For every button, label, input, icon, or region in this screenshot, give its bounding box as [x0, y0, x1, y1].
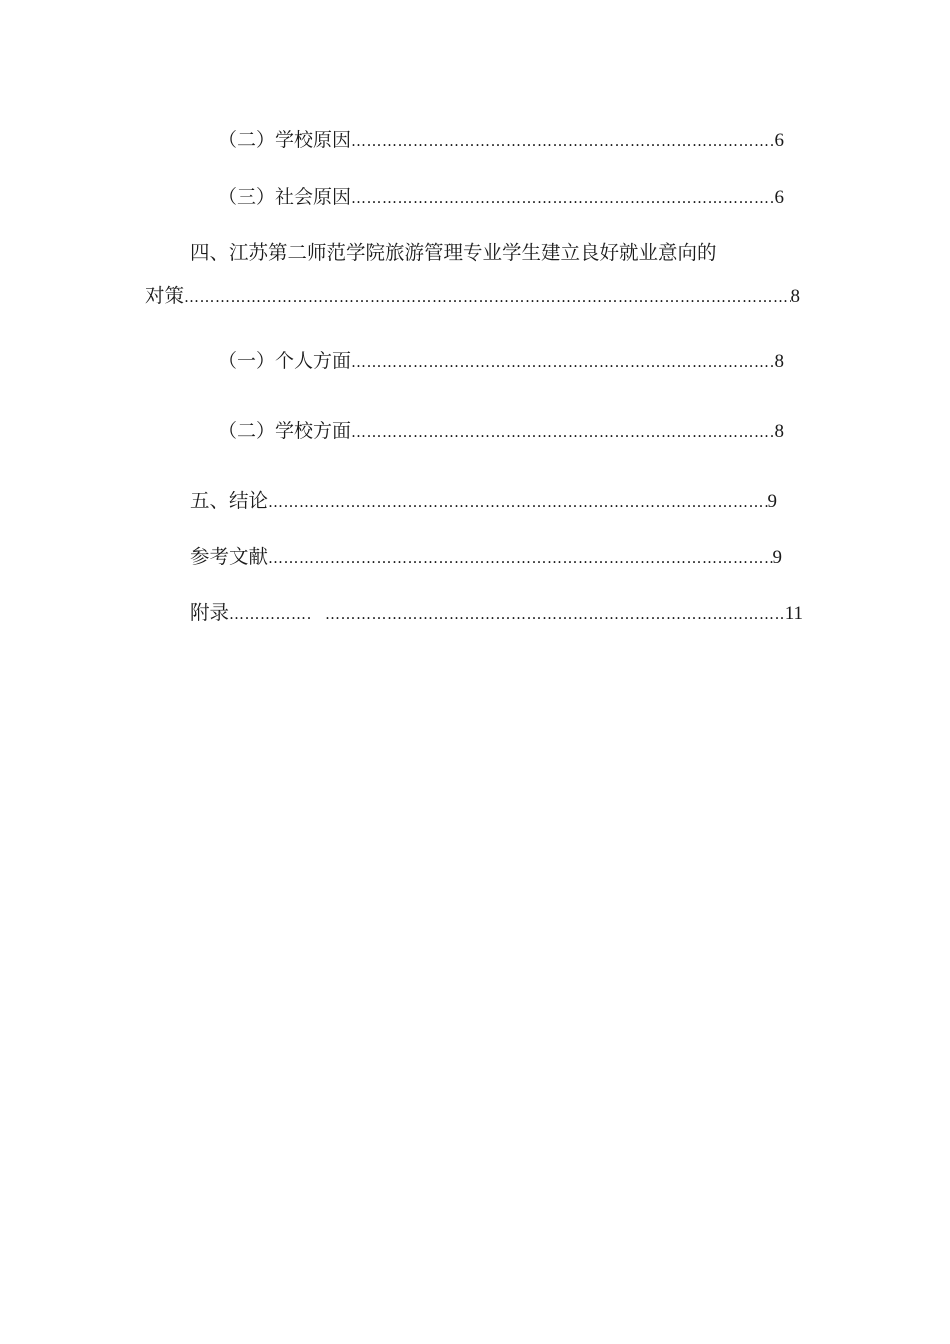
- toc-entry: [218, 128, 784, 152]
- toc-leader-dots: [184, 285, 790, 309]
- toc-entry-page: 6: [774, 187, 784, 208]
- toc-entry: [190, 489, 777, 513]
- toc-leader-dots: [268, 546, 772, 570]
- toc-entry-page: 8: [790, 286, 800, 307]
- toc-leader-dots: [351, 186, 774, 210]
- toc-entry-title: （一）个人方面: [218, 350, 352, 372]
- toc-leader-dots: [229, 602, 311, 626]
- toc-entry-page: 9: [772, 547, 782, 568]
- toc-entry-page: 9: [767, 491, 777, 512]
- toc-leader-dots: [268, 490, 767, 514]
- toc-entry: [145, 284, 800, 308]
- toc-entry-title: （三）社会原因: [218, 186, 352, 208]
- toc-entry-title: 五、结论: [190, 489, 269, 512]
- toc-entry-page: 11: [784, 603, 803, 624]
- toc-entry-page: 8: [774, 421, 784, 442]
- toc-entry-title-line1: 四、江苏第二师范学院旅游管理专业学生建立良好就业意向的: [190, 241, 717, 264]
- toc-entry: [218, 419, 784, 443]
- toc-leader-dots: [325, 602, 785, 626]
- toc-entry-title-line2: 对策: [145, 284, 185, 307]
- toc-entry-page: 8: [774, 351, 784, 372]
- toc-entry-page: 6: [774, 130, 784, 151]
- toc-entry-title: 参考文献: [190, 545, 269, 568]
- toc-leader-dots: [351, 129, 774, 153]
- toc-entry: [190, 545, 782, 569]
- toc-entry: [190, 601, 803, 625]
- toc-leader-dots: [351, 350, 774, 374]
- toc-entry: [218, 349, 784, 373]
- toc-entry: [218, 185, 784, 209]
- toc-leader-dots: [351, 420, 774, 444]
- toc-entry-title: 附录: [190, 601, 230, 624]
- toc-entry-title: （二）学校原因: [218, 129, 352, 151]
- toc-entry-title: （二）学校方面: [218, 420, 352, 442]
